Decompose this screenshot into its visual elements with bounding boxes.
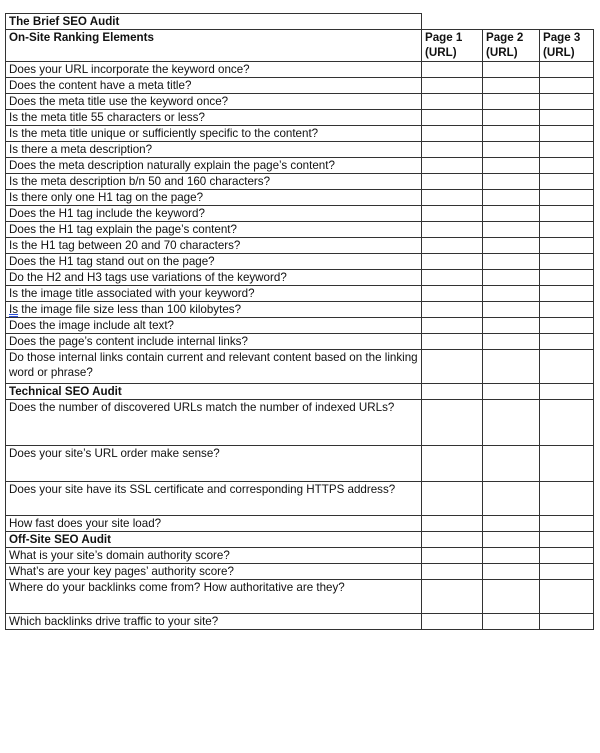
audit-question: Does the H1 tag include the keyword?	[6, 206, 422, 222]
table-row	[6, 384, 594, 400]
table-row	[6, 174, 594, 190]
table-row	[6, 516, 594, 532]
table-row	[6, 110, 594, 126]
audit-question: Is the meta description b/n 50 and 160 characters?	[6, 174, 422, 190]
answer-cell[interactable]	[540, 564, 594, 580]
audit-question: Is the image file size less than 100 kilobytes?	[6, 302, 422, 318]
answer-cell[interactable]	[483, 446, 540, 482]
audit-question: How fast does your site load?	[6, 516, 422, 532]
answer-cell[interactable]	[422, 302, 483, 318]
answer-cell[interactable]	[422, 446, 483, 482]
answer-cell[interactable]	[483, 350, 540, 384]
blank-cell	[422, 14, 594, 30]
table-row	[6, 318, 594, 334]
answer-cell[interactable]	[540, 446, 594, 482]
table-row	[6, 94, 594, 110]
answer-cell[interactable]	[422, 532, 483, 548]
audit-title: The Brief SEO Audit	[6, 14, 422, 30]
answer-cell[interactable]	[483, 206, 540, 222]
audit-question: Does the image include alt text?	[6, 318, 422, 334]
table-row	[6, 126, 594, 142]
answer-cell[interactable]	[540, 482, 594, 516]
audit-question: Does the H1 tag explain the page’s content?	[6, 222, 422, 238]
audit-question: Is the meta title 55 characters or less?	[6, 110, 422, 126]
table-row	[6, 238, 594, 254]
table-row	[6, 270, 594, 286]
audit-question: Is there a meta description?	[6, 142, 422, 158]
answer-cell[interactable]	[483, 126, 540, 142]
answer-cell[interactable]	[483, 254, 540, 270]
answer-cell[interactable]	[540, 270, 594, 286]
answer-cell[interactable]	[540, 350, 594, 384]
answer-cell[interactable]	[540, 384, 594, 400]
answer-cell[interactable]	[422, 614, 483, 630]
answer-cell[interactable]	[422, 142, 483, 158]
table-row	[6, 446, 594, 482]
answer-cell[interactable]	[422, 270, 483, 286]
table-row	[6, 62, 594, 78]
table-row	[6, 302, 594, 318]
answer-cell[interactable]	[483, 564, 540, 580]
audit-question: Does the content have a meta title?	[6, 78, 422, 94]
table-row	[6, 614, 594, 630]
answer-cell[interactable]	[540, 94, 594, 110]
answer-cell[interactable]	[540, 222, 594, 238]
answer-cell[interactable]	[483, 78, 540, 94]
answer-cell[interactable]	[422, 400, 483, 446]
answer-cell[interactable]	[540, 62, 594, 78]
answer-cell[interactable]	[422, 548, 483, 564]
table-row	[6, 350, 594, 384]
answer-cell[interactable]	[422, 158, 483, 174]
table-row	[6, 400, 594, 446]
audit-question: Does your URL incorporate the keyword once?	[6, 62, 422, 78]
answer-cell[interactable]	[540, 532, 594, 548]
answer-cell[interactable]	[422, 384, 483, 400]
answer-cell[interactable]	[483, 174, 540, 190]
table-row	[6, 222, 594, 238]
answer-cell[interactable]	[540, 548, 594, 564]
audit-question: Is there only one H1 tag on the page?	[6, 190, 422, 206]
table-row	[6, 254, 594, 270]
answer-cell[interactable]	[540, 318, 594, 334]
answer-cell[interactable]	[540, 286, 594, 302]
answer-cell[interactable]	[422, 564, 483, 580]
answer-cell[interactable]	[483, 614, 540, 630]
table-row	[6, 548, 594, 564]
table-row	[6, 532, 594, 548]
section-title: Off-Site SEO Audit	[6, 532, 422, 548]
audit-question: Do those internal links contain current and relevant content based on the linking word or phrase?	[6, 350, 422, 384]
answer-cell[interactable]	[422, 334, 483, 350]
audit-question: Does the meta description naturally explain the page’s content?	[6, 158, 422, 174]
answer-cell[interactable]	[540, 580, 594, 614]
onsite-section-title: On-Site Ranking Elements	[6, 30, 422, 62]
answer-cell[interactable]	[483, 482, 540, 516]
answer-cell[interactable]	[483, 142, 540, 158]
answer-cell[interactable]	[422, 94, 483, 110]
title-row	[6, 14, 594, 30]
answer-cell[interactable]	[422, 62, 483, 78]
audit-question: Do the H2 and H3 tags use variations of the keyword?	[6, 270, 422, 286]
answer-cell[interactable]	[422, 206, 483, 222]
answer-cell[interactable]	[540, 78, 594, 94]
audit-question: Is the meta title unique or sufficiently specific to the content?	[6, 126, 422, 142]
audit-question: Does the page’s content include internal links?	[6, 334, 422, 350]
answer-cell[interactable]	[483, 190, 540, 206]
answer-cell[interactable]	[540, 142, 594, 158]
audit-question: Does the meta title use the keyword once?	[6, 94, 422, 110]
audit-question: Does the H1 tag stand out on the page?	[6, 254, 422, 270]
answer-cell[interactable]	[540, 254, 594, 270]
table-row	[6, 142, 594, 158]
answer-cell[interactable]	[483, 286, 540, 302]
page-1-header: Page 1 (URL)	[422, 30, 483, 62]
table-row	[6, 564, 594, 580]
audit-question: Does your site have its SSL certificate and corresponding HTTPS address?	[6, 482, 422, 516]
answer-cell[interactable]	[540, 174, 594, 190]
answer-cell[interactable]	[422, 580, 483, 614]
answer-cell[interactable]	[422, 126, 483, 142]
answer-cell[interactable]	[483, 94, 540, 110]
spellcheck-mark: Is	[9, 303, 19, 316]
answer-cell[interactable]	[483, 158, 540, 174]
header-row	[6, 30, 594, 62]
table-row	[6, 482, 594, 516]
audit-question: Is the H1 tag between 20 and 70 characters?	[6, 238, 422, 254]
answer-cell[interactable]	[422, 286, 483, 302]
answer-cell[interactable]	[540, 302, 594, 318]
table-row	[6, 580, 594, 614]
table-row	[6, 78, 594, 94]
audit-question: Where do your backlinks come from? How authoritative are they?	[6, 580, 422, 614]
answer-cell[interactable]	[483, 318, 540, 334]
answer-cell[interactable]	[483, 238, 540, 254]
answer-cell[interactable]	[422, 516, 483, 532]
answer-cell[interactable]	[540, 158, 594, 174]
audit-question: What is your site’s domain authority score?	[6, 548, 422, 564]
page-3-header: Page 3 (URL)	[540, 30, 594, 62]
answer-cell[interactable]	[540, 614, 594, 630]
audit-question: Does the number of discovered URLs match the number of indexed URLs?	[6, 400, 422, 446]
answer-cell[interactable]	[483, 580, 540, 614]
table-row	[6, 158, 594, 174]
answer-cell[interactable]	[422, 482, 483, 516]
answer-cell[interactable]	[540, 206, 594, 222]
answer-cell[interactable]	[540, 334, 594, 350]
answer-cell[interactable]	[483, 516, 540, 532]
answer-cell[interactable]	[422, 110, 483, 126]
answer-cell[interactable]	[540, 238, 594, 254]
answer-cell[interactable]	[483, 384, 540, 400]
answer-cell[interactable]	[422, 350, 483, 384]
audit-question: Is the image title associated with your keyword?	[6, 286, 422, 302]
answer-cell[interactable]	[540, 190, 594, 206]
answer-cell[interactable]	[422, 222, 483, 238]
table-row	[6, 334, 594, 350]
answer-cell[interactable]	[483, 548, 540, 564]
answer-cell[interactable]	[422, 254, 483, 270]
answer-cell[interactable]	[422, 174, 483, 190]
answer-cell[interactable]	[483, 62, 540, 78]
answer-cell[interactable]	[483, 400, 540, 446]
answer-cell[interactable]	[422, 190, 483, 206]
answer-cell[interactable]	[540, 400, 594, 446]
answer-cell[interactable]	[483, 334, 540, 350]
seo-audit-table	[5, 13, 594, 630]
answer-cell[interactable]	[540, 516, 594, 532]
answer-cell[interactable]	[540, 126, 594, 142]
answer-cell[interactable]	[483, 270, 540, 286]
answer-cell[interactable]	[483, 222, 540, 238]
answer-cell[interactable]	[483, 302, 540, 318]
answer-cell[interactable]	[422, 78, 483, 94]
table-row	[6, 286, 594, 302]
audit-question: Which backlinks drive traffic to your site?	[6, 614, 422, 630]
table-row	[6, 206, 594, 222]
answer-cell[interactable]	[422, 318, 483, 334]
audit-question: What’s are your key pages’ authority score?	[6, 564, 422, 580]
answer-cell[interactable]	[422, 238, 483, 254]
answer-cell[interactable]	[483, 532, 540, 548]
answer-cell[interactable]	[540, 110, 594, 126]
answer-cell[interactable]	[483, 110, 540, 126]
table-row	[6, 190, 594, 206]
audit-question: Does your site’s URL order make sense?	[6, 446, 422, 482]
page-2-header: Page 2 (URL)	[483, 30, 540, 62]
section-title: Technical SEO Audit	[6, 384, 422, 400]
